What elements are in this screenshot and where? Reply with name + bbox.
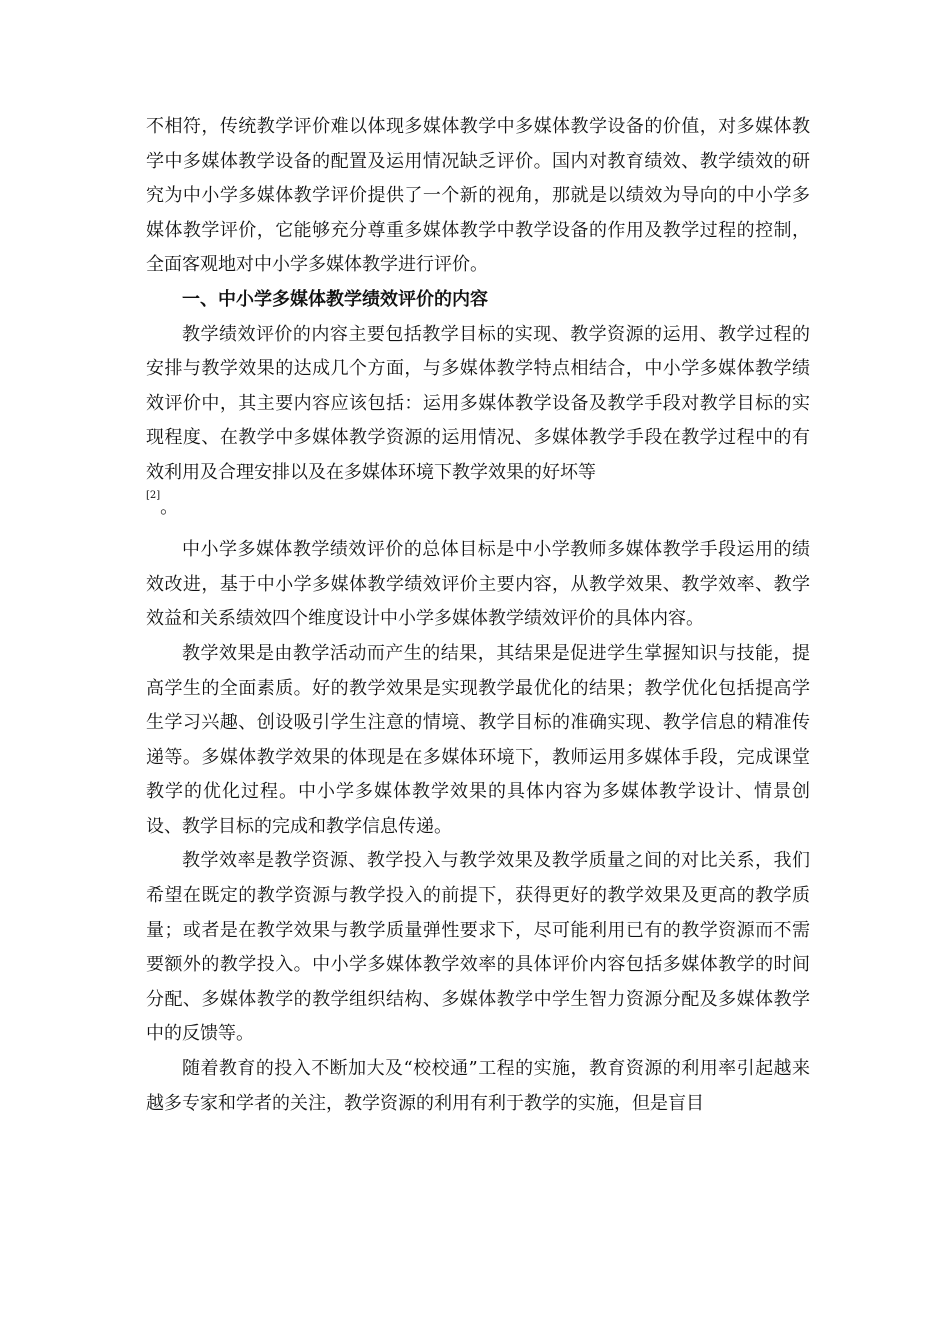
paragraph-content-overview [146,318,810,526]
paragraph-tail: 。 [160,496,179,518]
paragraph-text: 教学绩效评价的内容主要包括教学目标的实现、教学资源的运用、教学过程的安排与教学效果的达成几个方面，与多媒体教学特点相结合，中小学多媒体教学绩效评价中，其主要内容应该包括：运用多媒体教学设备及教学手段对教学目标的实现程度、在教学中多媒体教学资源的运用情况、多媒体教学手段在教学过程中的有效利用及合理安排以及在多媒体环境下教学效果的好坏等 [146,323,810,483]
paragraph-resources: 随着教育的投入不断加大及“校校通”工程的实施，教育资源的利用率引起越来越多专家和学者的关注，教学资源的利用有利于教学的实施，但是盲目 [146,1058,810,1114]
citation-marker: [2] [146,489,161,501]
paragraph-teaching-effect: 教学效果是由教学活动而产生的结果，其结果是促进学生掌握知识与技能，提高学生的全面素质。好的教学效果是实现教学最优化的结果；教学优化包括提高学生学习兴趣、创设吸引学生注意的情境、教学目标的准确实现、教学信息的精准传递等。多媒体教学效果的体现是在多媒体环境下，教师运用多媒体手段，完成课堂教学的优化过程。中小学多媒体教学效果的具体内容为多媒体教学设计、情景创设、教学目标的完成和教学信息传递。 [146,642,810,837]
paragraph-teaching-efficiency: 教学效率是教学资源、教学投入与教学效果及教学质量之间的对比关系，我们希望在既定的教学资源与教学投入的前提下，获得更好的教学效果及更高的教学质量；或者是在教学效果与教学质量弹性要求下，尽可能利用已有的教学资源而不需要额外的教学投入。中小学多媒体教学效率的具体评价内容包括多媒体教学的时间分配、多媒体教学的教学组织结构、多媒体教学中学生智力资源分配及多媒体教学中的反馈等。 [146,850,810,1045]
paragraph-overall-goal: 中小学多媒体教学绩效评价的总体目标是中小学教师多媒体教学手段运用的绩效改进，基于中小学多媒体教学绩效评价主要内容，从教学效果、教学效率、教学效益和关系绩效四个维度设计中小学多媒体教学绩效评价的具体内容。 [146,539,810,630]
paragraph-continuation: 不相符，传统教学评价难以体现多媒体教学中多媒体教学设备的价值，对多媒体教学中多媒体教学设备的配置及运用情况缺乏评价。国内对教育绩效、教学绩效的研究为中小学多媒体教学评价提供了一个新的视角，那就是以绩效为导向的中小学多媒体教学评价，它能够充分尊重多媒体教学中教学设备的作用及教学过程的控制，全面客观地对中小学多媒体教学进行评价。 [146,116,810,276]
section-heading: 一、中小学多媒体教学绩效评价的内容 [182,288,488,310]
document-body [146,110,810,1121]
